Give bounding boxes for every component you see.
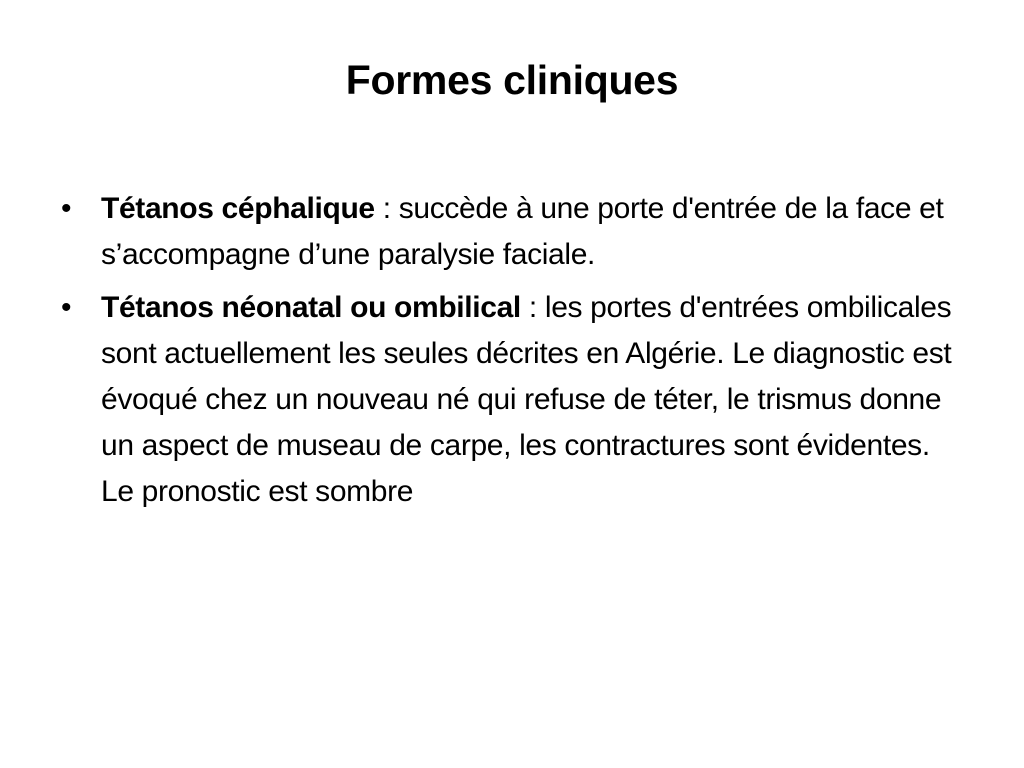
bullet-list [60, 186, 970, 522]
bullet-item-neonatal [60, 285, 970, 515]
bullet-text: : succède à une porte d'entrée de la face et s’accompagne d’une paralysie faciale. [101, 192, 944, 271]
bullet-term: Tétanos néonatal ou ombilical [101, 291, 521, 324]
slide-title: Formes cliniques [345, 57, 679, 103]
bullet-text: : les portes d'entrées ombilicales sont actuellement les seules décrites en Algérie. Le diagnostic est évoqué chez un nouveau né qui refuse de téter, le trismus donne un aspect de museau de carpe, les contractures sont évidentes. Le pronostic est sombre [101, 291, 952, 508]
bullet-dot-icon: • [61, 291, 72, 324]
bullet-item-cephalique [60, 186, 970, 278]
bullet-dot-icon: • [61, 192, 72, 225]
bullet-term: Tétanos céphalique [101, 192, 375, 225]
